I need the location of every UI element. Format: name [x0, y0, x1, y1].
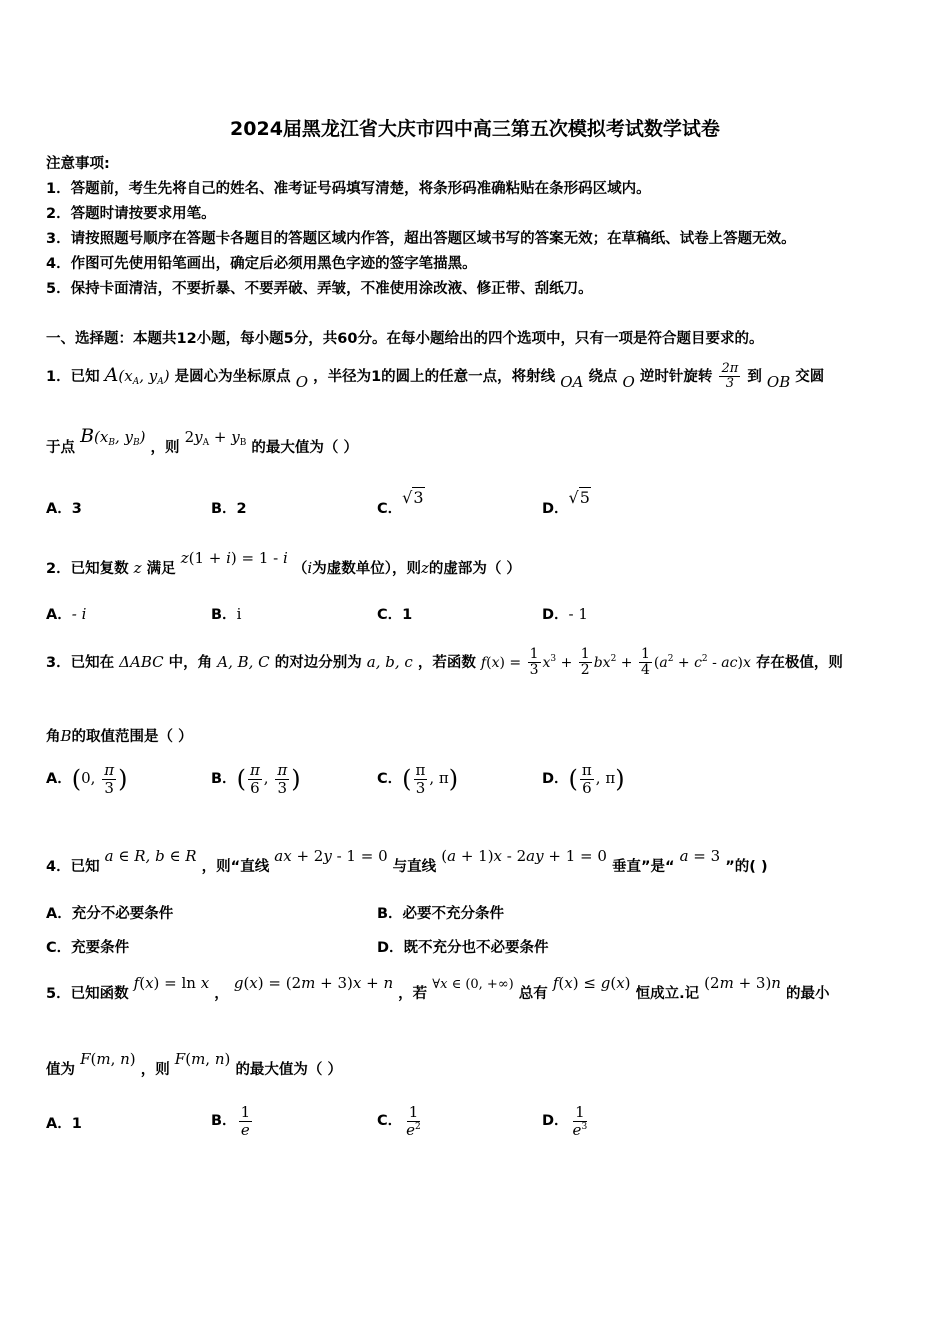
q4-option-a[interactable]: A．充分不必要条件: [46, 906, 174, 922]
q2-formula-z: z: [133, 559, 142, 577]
q4-option-d[interactable]: D．既不充分也不必要条件: [377, 940, 549, 956]
q4-text: 与直线: [392, 859, 437, 875]
q5-text: 的最大值为（ ）: [235, 1062, 342, 1078]
q3-option-b[interactable]: B．( $\frac{\pi}{6}$ , $\frac{\pi}{3}$ ): [211, 761, 301, 797]
q3-text: 的对边分别为: [274, 654, 362, 671]
q2-text: 满足: [146, 561, 176, 577]
q5-option-d[interactable]: D． $\frac{1}{e^3}$: [542, 1103, 588, 1139]
q5-text: 总有: [518, 986, 548, 1002]
q5-formula-fmn: F(m, n): [80, 1050, 136, 1068]
question-1-line-2: [46, 425, 358, 458]
q2-formula-equation: z(1 + i) = 1 - i: [180, 549, 288, 567]
q5-text: ，若: [398, 986, 428, 1002]
fraction-formula: $\frac{1}{e^3}$: [572, 1103, 588, 1139]
q2-formula-z: z: [420, 559, 429, 577]
q3-text: 角: [46, 729, 61, 745]
q2-text: 为虚数单位），则: [312, 561, 421, 577]
page-title: 2024届黑龙江省大庆市四中高三第五次模拟考试数学试卷: [230, 118, 720, 140]
fraction-formula: $\frac{1}{e^2}$: [406, 1103, 421, 1139]
q3-option-c[interactable]: C．( $\frac{\pi}{3}$ , π): [377, 761, 459, 797]
q4-formula-a-equals: a = 3: [679, 847, 721, 865]
note-item: 5．保持卡面清洁，不要折暴、不要弄破、弄皱，不准使用涂改液、修正带、刮纸刀。: [46, 281, 593, 297]
q4-text: 4．已知: [46, 859, 100, 875]
q1-option-d[interactable]: D．√5: [542, 488, 590, 517]
note-item: 4．作图可先使用铅笔画出，确定后必须用黑色字迹的签字笔描黑。: [46, 256, 477, 272]
q1-text: ，半径为1的圆上的任意一点，将射线: [313, 368, 556, 385]
interval-formula: ( $\frac{\pi}{6}$ , π): [568, 761, 625, 797]
q4-text: ，则“直线: [201, 859, 270, 875]
q4-option-c[interactable]: C．充要条件: [46, 940, 130, 956]
q1-text: 逆时针旋转: [639, 368, 713, 385]
q3-option-a[interactable]: A．(0, $\frac{\pi}{3}$ ): [46, 761, 128, 797]
q4-formula-condition: a ∈ R, b ∈ R: [104, 847, 197, 865]
q4-text: ”的( ): [725, 859, 768, 875]
q4-text: 垂直”是“: [611, 859, 675, 875]
question-2-line-1: [46, 549, 521, 578]
q5-text: 恒成立.记: [635, 986, 700, 1002]
question-4-line-1: [46, 847, 768, 876]
fraction-formula: $\frac{1}{e}$: [240, 1103, 251, 1139]
q5-text: 5．已知函数: [46, 986, 129, 1002]
notes-heading: 注意事项:: [46, 156, 110, 172]
q3-text: 的取值范围是（ ）: [71, 729, 193, 745]
q2-text: 2．已知复数: [46, 561, 129, 577]
q4-formula-line-2: (a + 1)x - 2ay + 1 = 0: [441, 847, 607, 865]
q5-option-a[interactable]: A．1: [46, 1116, 82, 1132]
q3-formula-function: f(x) = $\frac{1}{3}$ $x^3$ + $\frac{1}{2}$ $bx^2$ + $\frac{1}{4}$ $(a^2 + c^2 - ac)x$: [480, 646, 751, 679]
q1-formula-point-b: $B(x_B$, $y_B$): [80, 425, 146, 448]
q1-text: 1．已知: [46, 368, 100, 385]
note-item: 2．答题时请按要求用笔。: [46, 206, 216, 222]
q2-option-c[interactable]: C．1: [377, 607, 413, 623]
q5-formula-f: f(x) = ln x: [133, 974, 210, 992]
q1-formula-oa: OA: [560, 372, 584, 391]
q5-text: 值为: [46, 1062, 75, 1078]
q1-option-c[interactable]: C．√3: [377, 488, 424, 517]
q2-option-a[interactable]: A．- i: [46, 605, 87, 623]
q5-option-b[interactable]: B． $\frac{1}{e}$: [211, 1103, 251, 1139]
section-heading: 一、选择题：本题共12小题，每小题5分，共60分。在每小题给出的四个选项中，只有一项是符合题目要求的。: [46, 331, 764, 347]
q3-formula-sides: a, b, c: [366, 652, 413, 671]
question-5-line-2: [46, 1050, 342, 1079]
q1-option-a[interactable]: A．3: [46, 501, 82, 517]
q1-formula-point-a: $A(x_A$, $y_A$): [104, 363, 170, 387]
q4-option-b[interactable]: B．必要不充分条件: [377, 906, 505, 922]
q1-text: 到: [747, 368, 762, 385]
q5-formula-g: g(x) = (2m + 3)x + n: [233, 974, 394, 992]
q3-formula-angles: A, B, C: [217, 652, 270, 671]
question-5-line-1: [46, 974, 830, 1003]
q5-formula-fmn: F(m, n): [174, 1050, 231, 1068]
q3-formula-triangle: ΔABC: [119, 652, 164, 671]
q1-text: 的最大值为（ ）: [251, 440, 358, 456]
q5-text: ，: [214, 986, 229, 1002]
q2-option-d[interactable]: D．- 1: [542, 605, 588, 623]
q3-option-d[interactable]: D．( $\frac{\pi}{6}$ , π): [542, 761, 625, 797]
q1-text: ，则: [150, 440, 180, 456]
q3-text: 中，角: [168, 654, 213, 671]
question-3-line-1: [46, 647, 843, 679]
q3-text: 3．已知在: [46, 654, 115, 671]
q2-text: 的虚部为（ ）: [428, 561, 521, 577]
interval-formula: ( $\frac{\pi}{6}$ , $\frac{\pi}{3}$ ): [236, 761, 301, 797]
q3-formula-b: B: [60, 727, 72, 745]
q5-option-c[interactable]: C． $\frac{1}{e^2}$: [377, 1103, 421, 1139]
q5-formula-product: (2m + 3)n: [704, 974, 781, 992]
sqrt-formula: √3: [402, 488, 424, 507]
q3-text: ，若函数: [417, 654, 476, 671]
sqrt-formula: √5: [568, 488, 590, 507]
q1-text: 于点: [46, 440, 75, 456]
note-item: 3．请按照题号顺序在答题卡各题目的答题区域内作答，超出答题区域书写的答案无效；在草稿纸、试卷上答题无效。: [46, 231, 796, 247]
interval-formula: (0, $\frac{\pi}{3}$ ): [71, 761, 128, 797]
q1-text: 绕点: [588, 368, 618, 385]
q1-text: 交圆: [795, 368, 825, 385]
q1-formula-o: O: [622, 372, 635, 391]
q5-formula-inequality: f(x) ≤ g(x): [552, 974, 631, 992]
interval-formula: ( $\frac{\pi}{3}$ , π): [402, 761, 459, 797]
q5-formula-domain: ∀x ∈ (0, +∞): [432, 977, 514, 992]
q1-formula-o: O: [295, 372, 309, 391]
question-3-line-2: [46, 725, 193, 746]
q2-option-b[interactable]: B．i: [211, 605, 242, 623]
q1-formula-expression: $2y_A + y_B$: [184, 428, 247, 448]
q2-formula-i: i: [307, 559, 313, 577]
q1-option-b[interactable]: B．2: [211, 501, 247, 517]
note-item: 1．答题前，考生先将自己的姓名、准考证号码填写清楚，将条形码准确粘贴在条形码区域内。: [46, 181, 651, 197]
q5-text: 的最小: [786, 986, 830, 1002]
q3-text: 存在极值，则: [755, 654, 843, 671]
q5-text: ，则: [140, 1062, 170, 1078]
question-1-line-1: [46, 362, 824, 392]
q1-text: 是圆心为坐标原点: [174, 368, 291, 385]
q2-text: （: [292, 561, 308, 577]
q4-formula-line-1: ax + 2y - 1 = 0: [274, 847, 388, 865]
q1-formula-angle: $\frac{2\pi}{3}$: [721, 361, 739, 392]
q1-formula-ob: OB: [766, 372, 791, 391]
